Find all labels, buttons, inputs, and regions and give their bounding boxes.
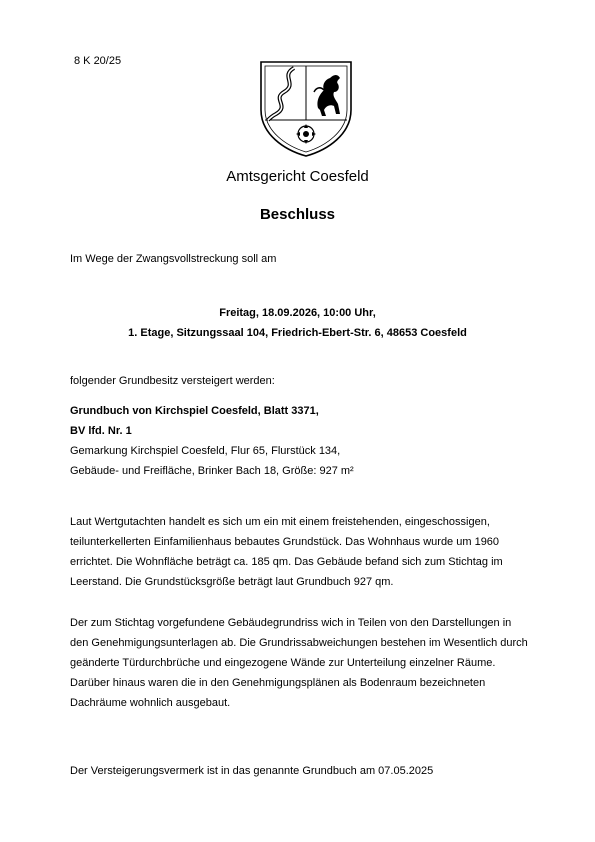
land-register-block [70,401,354,481]
inventory-number: BV lfd. Nr. 1 [70,425,132,437]
paragraph-floorplan: Der zum Stichtag vorgefundene Gebäudegrundriss wich in Teilen von den Darstellungen in den Genehmigungsunterlagen ab. Die Grundrissabweichungen bestehen im Wesentlich durch geänderte Türdurchbrüche und eingezogene Wände zur Unterteilung einzelner Räume. Darüber hinaus waren die in den Genehmigungsplänen als Bodenraum bezeichneten Dachräume wohnlich ausgebaut. [70,617,528,709]
appointment-date: Freitag, 18.09.2026, 10:00 Uhr, [219,307,376,319]
appointment-block [0,303,595,343]
land-register-sheet: Grundbuch von Kirchspiel Coesfeld, Blatt 3371, [70,405,319,417]
document-title: Beschluss [259,206,336,223]
paragraph-register-note: Der Versteigerungsvermerk ist in das genannte Grundbuch am 07.05.2025 [70,765,434,777]
paragraph-appraisal: Laut Wertgutachten handelt es sich um ein mit einem freistehenden, eingeschossigen, teilunterkellerten Einfamilienhaus bebautes Grundstück. Das Wohnhaus wurde um 1960 errichtet. Die Wohnfläche beträgt ca. 185 qm. Das Gebäude befand sich zum Stichtag im Leerstand. Die Grundstücksgröße beträgt laut Grundbuch 927 qm. [70,516,503,588]
court-name: Amtsgericht Coesfeld [226,168,369,185]
appointment-location: 1. Etage, Sitzungssaal 104, Friedrich-Ebert-Str. 6, 48653 Coesfeld [128,327,467,339]
parcel-info: Gemarkung Kirchspiel Coesfeld, Flur 65, Flurstück 134, [70,445,341,457]
property-intro: folgender Grundbesitz versteigert werden: [70,375,275,387]
nrw-coat-of-arms-icon [258,58,354,158]
intro-text: Im Wege der Zwangsvollstreckung soll am [70,253,277,265]
property-description: Gebäude- und Freifläche, Brinker Bach 18, Größe: 927 m² [70,465,354,477]
case-number: 8 K 20/25 [74,55,122,67]
